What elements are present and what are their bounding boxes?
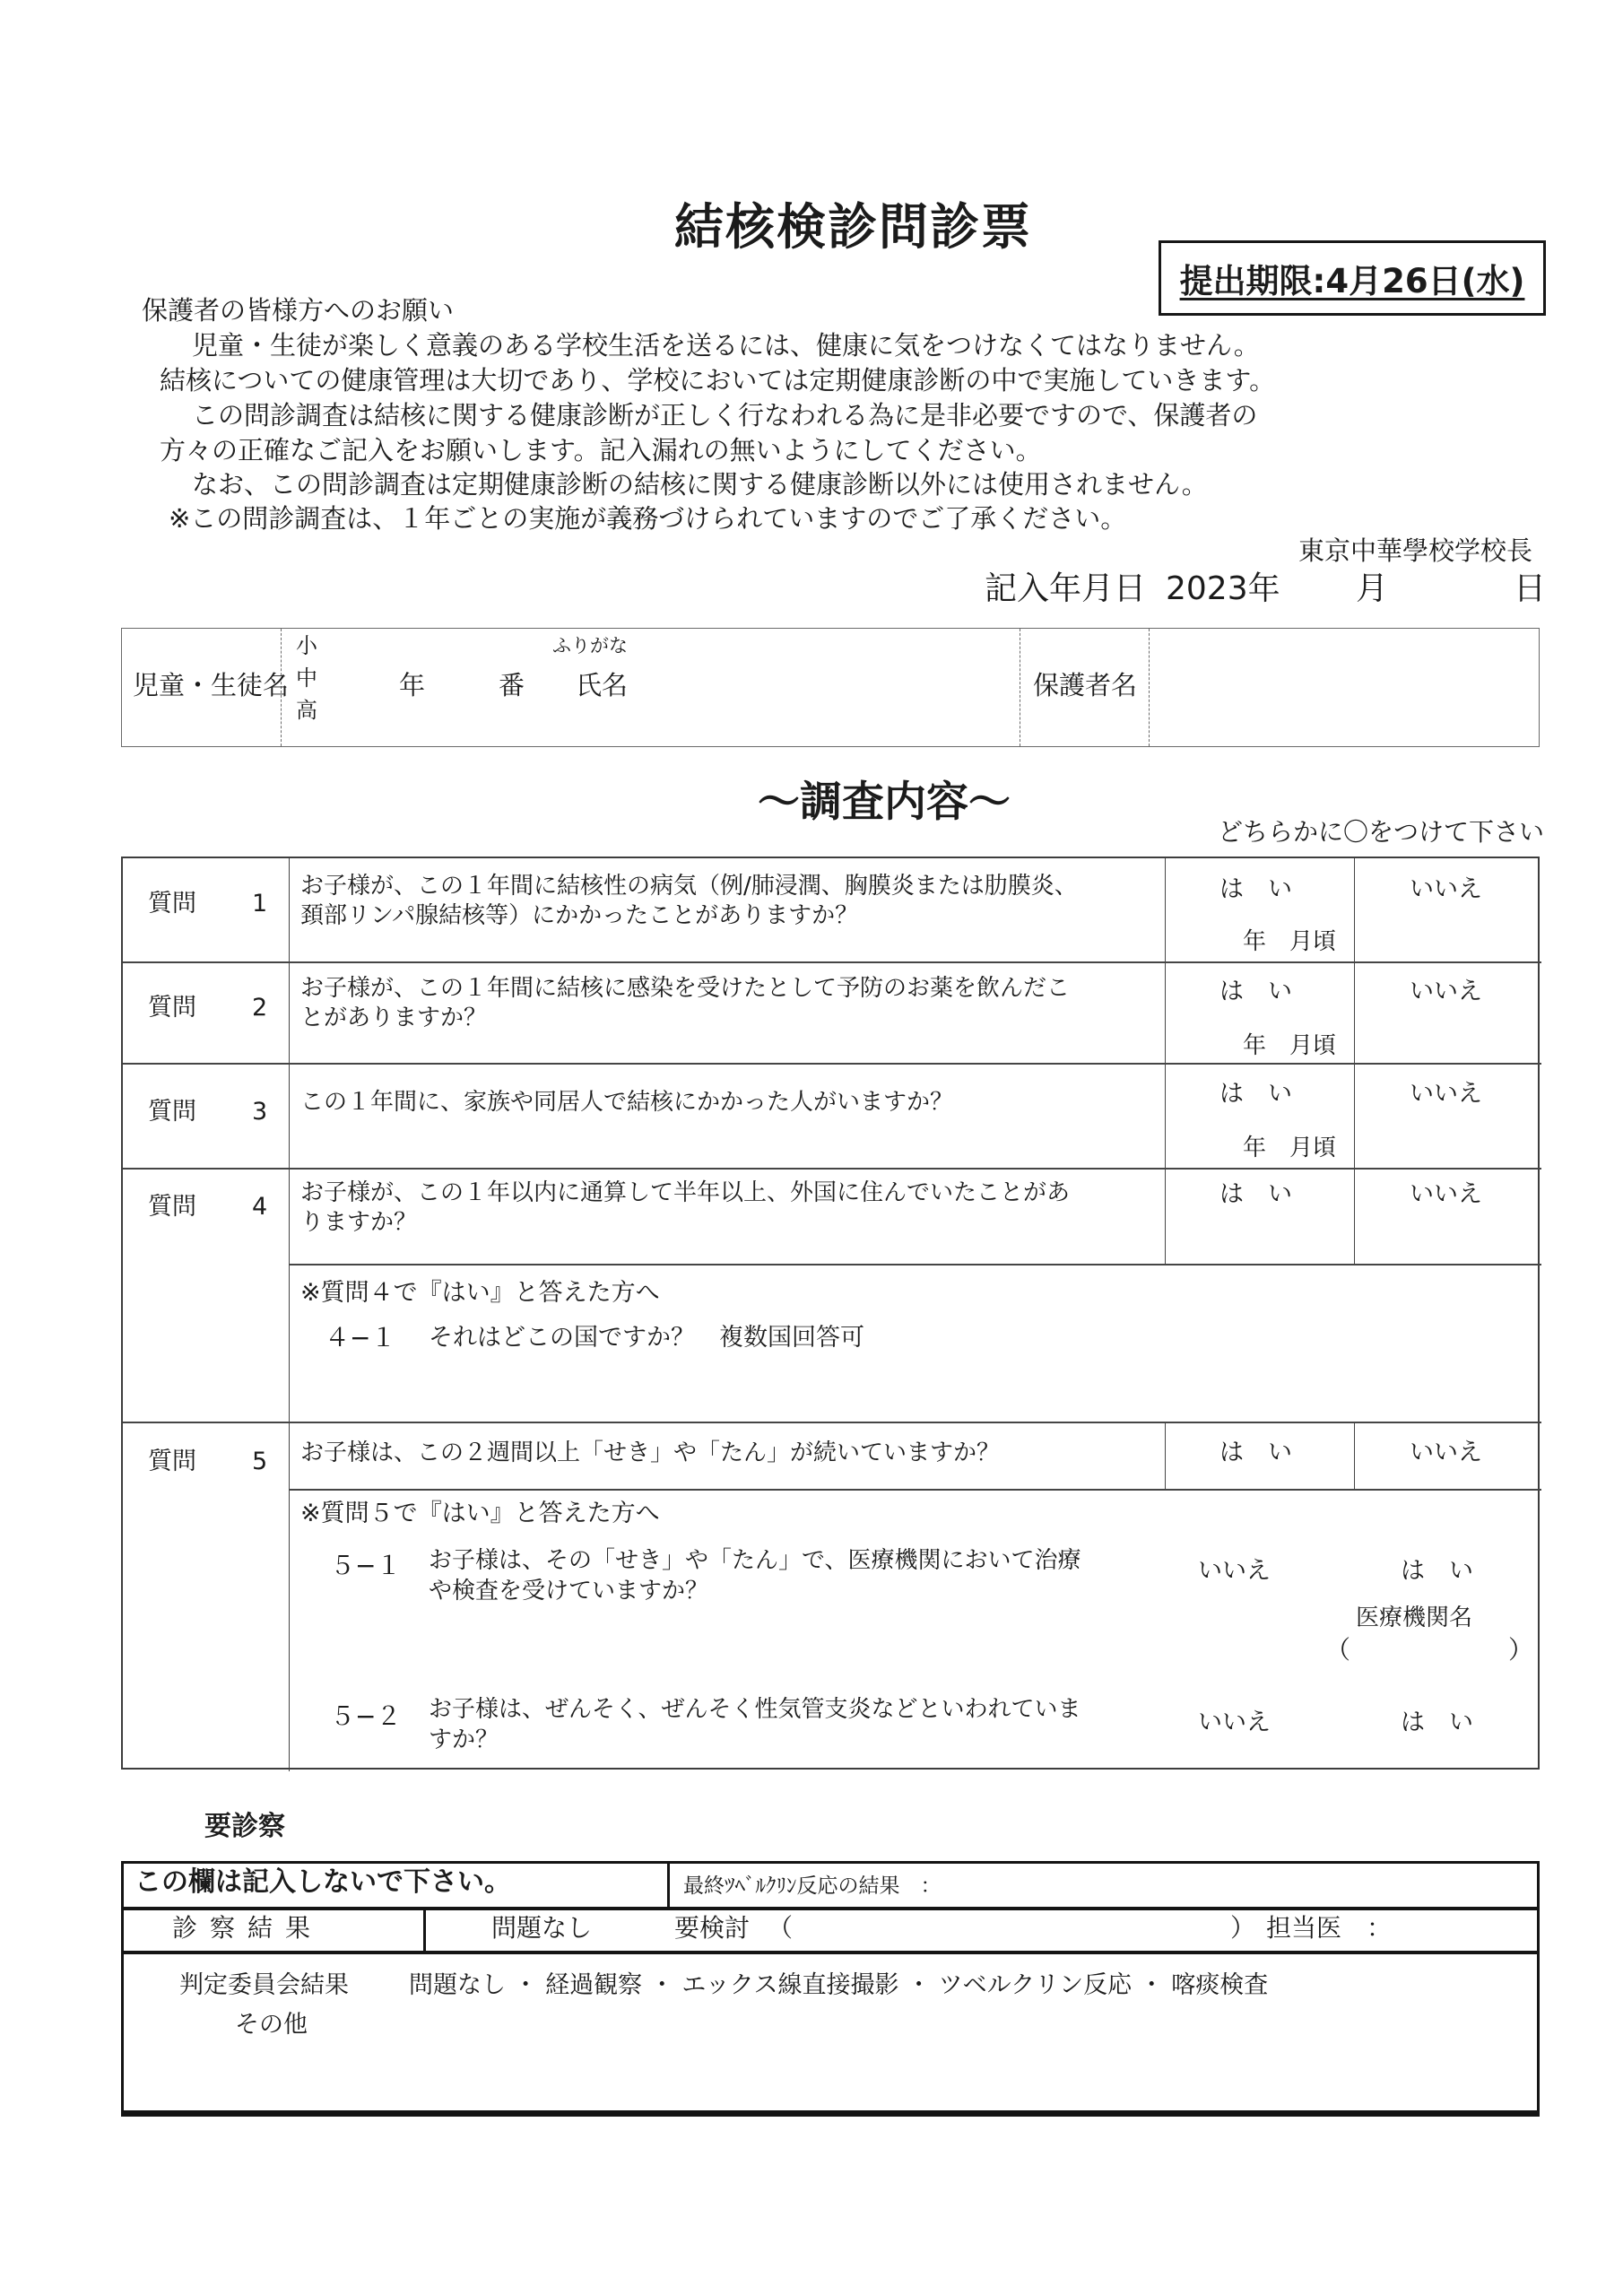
q5-followup-note: ※質問５で『はい』と答えた方へ: [300, 1500, 660, 1527]
answer-no: いいえ: [1410, 1080, 1482, 1108]
question-text-line: お子様が、この１年間に結核に感染を受けたとして予防のお薬を飲んだこ: [300, 975, 1071, 1002]
q5-sub2-text-line: お子様は、ぜんそく、ぜんそく性気管支炎などといわれていま: [429, 1696, 1081, 1723]
school-level-elementary: 小: [296, 633, 317, 658]
committee-result-label: 判定委員会結果: [179, 1971, 349, 1999]
answer-yes: は い: [1219, 978, 1292, 1005]
date-year: 2023年: [1166, 570, 1280, 607]
grade-label: 年: [399, 670, 426, 700]
survey-heading: 〜調査内容〜: [758, 778, 1011, 827]
answer-no: いいえ: [1410, 1180, 1482, 1208]
student-name-label: 児童・生徒名: [133, 670, 290, 700]
kensatsu-label: 要診察: [204, 1811, 285, 1842]
q4-sub-text: それはどこの国ですか？ 複数国回答可: [429, 1324, 864, 1352]
grid-line: [1354, 1422, 1355, 1489]
exam-no-problem: 問題なし: [491, 1913, 593, 1943]
date-month: 月: [1356, 570, 1389, 607]
other-label: その他: [235, 2011, 308, 2039]
question-label: 質問: [148, 994, 196, 1022]
notice-line: 方々の正確なご記入をお願いします。記入漏れの無いようにしてください。: [160, 435, 1042, 465]
notice-line: なお、この問診調査は定期健康診断の結核に関する健康診断以外には使用されません。: [192, 469, 1208, 500]
answer-yes: は い: [1219, 1439, 1292, 1466]
notice-line: 結核についての健康管理は大切であり、学校においては定期健康診断の中で実施していきます。: [160, 365, 1276, 396]
grid-line: [124, 1951, 1537, 1954]
name-label: 氏名: [576, 670, 629, 700]
q5-sub1-text-line: や検査を受けていますか？: [429, 1578, 709, 1605]
paren-open: （: [1325, 1635, 1351, 1665]
notice-line: ※この問診調査は、１年ごとの実施が義務づけられていますのでご了承ください。: [169, 503, 1127, 534]
q5-sub1-text-line: お子様は、その「せき」や「たん」で、医療機関において治療: [429, 1547, 1081, 1574]
question-text-line: お子様は、この２週間以上「せき」や「たん」が続いていますか？: [300, 1439, 1001, 1466]
q5-sub2-answer-no: いいえ: [1198, 1709, 1271, 1736]
q4-followup-note: ※質問４で『はい』と答えた方へ: [300, 1279, 660, 1307]
answer-no: いいえ: [1410, 1439, 1482, 1466]
circle-instruction: どちらかに〇をつけて下さい: [1218, 817, 1545, 847]
deadline-box: [1159, 240, 1546, 316]
exam-paren-close: ）: [1230, 1913, 1256, 1943]
grid-line: [124, 1907, 1537, 1910]
notice-line: 児童・生徒が楽しく意義のある学校生活を送るには、健康に気をつけなくてはなりません。: [192, 330, 1260, 361]
question-text-line: この１年間に、家族や同居人で結核にかかった人がいますか？: [300, 1089, 954, 1116]
answer-yes: は い: [1219, 875, 1292, 903]
grid-line: [1149, 629, 1150, 746]
paren-close: ）: [1508, 1635, 1534, 1665]
question-number: 5: [252, 1448, 268, 1475]
exam-result-label: 診察結果: [172, 1913, 324, 1943]
grid-line: [123, 1168, 1541, 1170]
question-number: 2: [252, 994, 268, 1022]
question-number: 1: [252, 890, 268, 918]
grid-line: [123, 1422, 1541, 1423]
question-number: 4: [252, 1193, 268, 1221]
exam-review: 要検討: [674, 1913, 751, 1943]
school-level-high: 高: [296, 698, 317, 723]
question-text-line: お子様が、この１年以内に通算して半年以上、外国に住んでいたことがあ: [300, 1179, 1071, 1206]
date-hint: 年 月頃: [1243, 1032, 1337, 1059]
committee-options: 問題なし ・ 経過観察 ・ エックス線直接撮影 ・ ツベルクリン反応 ・ 喀痰検査: [409, 1971, 1269, 1999]
q5-sub1-answer-yes: は い: [1401, 1557, 1473, 1585]
question-label: 質問: [148, 1448, 196, 1475]
grid-line: [289, 858, 290, 1771]
q5-sub1-number: ５−１: [330, 1551, 402, 1580]
q5-sub2-number: ５−２: [330, 1701, 402, 1731]
guardian-label: 保護者名: [1033, 670, 1138, 700]
grid-line: [1354, 858, 1355, 1264]
principal-name: 東京中華學校学校長: [1298, 535, 1533, 566]
question-text-line: とがありますか？: [300, 1004, 488, 1031]
do-not-fill-label: この欄は記入しないで下さい。: [135, 1866, 511, 1898]
grid-line: [1165, 858, 1166, 1264]
grid-line: [289, 1489, 1541, 1491]
question-text-line: お子様が、この１年間に結核性の病気（例/肺浸潤、胸膜炎または肋膜炎、: [300, 873, 1078, 900]
exam-paren-open: （: [768, 1913, 794, 1943]
grid-line: [423, 1907, 426, 1951]
student-name-table: [121, 628, 1540, 747]
answer-no: いいえ: [1410, 875, 1482, 903]
doctor-label: 担当医 ：: [1266, 1913, 1393, 1943]
answer-no: いいえ: [1410, 978, 1482, 1005]
grid-line: [123, 961, 1541, 963]
grid-line: [1165, 1422, 1166, 1489]
deadline-text: 提出期限:4月26日(水): [1179, 262, 1525, 300]
date-hint: 年 月頃: [1243, 1135, 1337, 1161]
date-day: 日: [1514, 570, 1547, 607]
answer-yes: は い: [1219, 1180, 1292, 1208]
q5-sub2-text-line: すか？: [429, 1726, 499, 1753]
q5-sub1-answer-no: いいえ: [1198, 1557, 1271, 1585]
question-label: 質問: [148, 1193, 196, 1221]
class-number-label: 番: [499, 670, 525, 700]
answer-yes: は い: [1219, 1080, 1292, 1108]
tuberculin-result-label: 最終ﾂﾍﾞﾙｸﾘﾝ反応の結果 ：: [683, 1874, 942, 1898]
question-text-line: 頚部リンパ腺結核等）にかかったことがありますか？: [300, 902, 859, 929]
school-level-middle: 中: [296, 665, 317, 691]
date-label: 記入年月日: [985, 570, 1147, 607]
question-text-line: りますか？: [300, 1209, 418, 1236]
grid-line: [123, 1063, 1541, 1065]
grid-line: [289, 1264, 1541, 1265]
notice-heading: 保護者の皆様方へのお願い: [142, 295, 455, 326]
question-number: 3: [252, 1098, 268, 1126]
medical-org-label: 医療機関名: [1356, 1605, 1473, 1631]
date-hint: 年 月頃: [1243, 928, 1337, 955]
page-title: 結核検診問診票: [674, 198, 1033, 256]
q4-sub-number: ４−１: [325, 1323, 396, 1352]
furigana-label: ふりがな: [552, 635, 628, 657]
question-label: 質問: [148, 890, 196, 918]
grid-line: [667, 1864, 670, 1907]
notice-line: この問診調査は結核に関する健康診断が正しく行なわれる為に是非必要ですので、保護者の: [192, 400, 1258, 430]
q5-sub2-answer-yes: は い: [1401, 1709, 1473, 1736]
question-label: 質問: [148, 1098, 196, 1126]
